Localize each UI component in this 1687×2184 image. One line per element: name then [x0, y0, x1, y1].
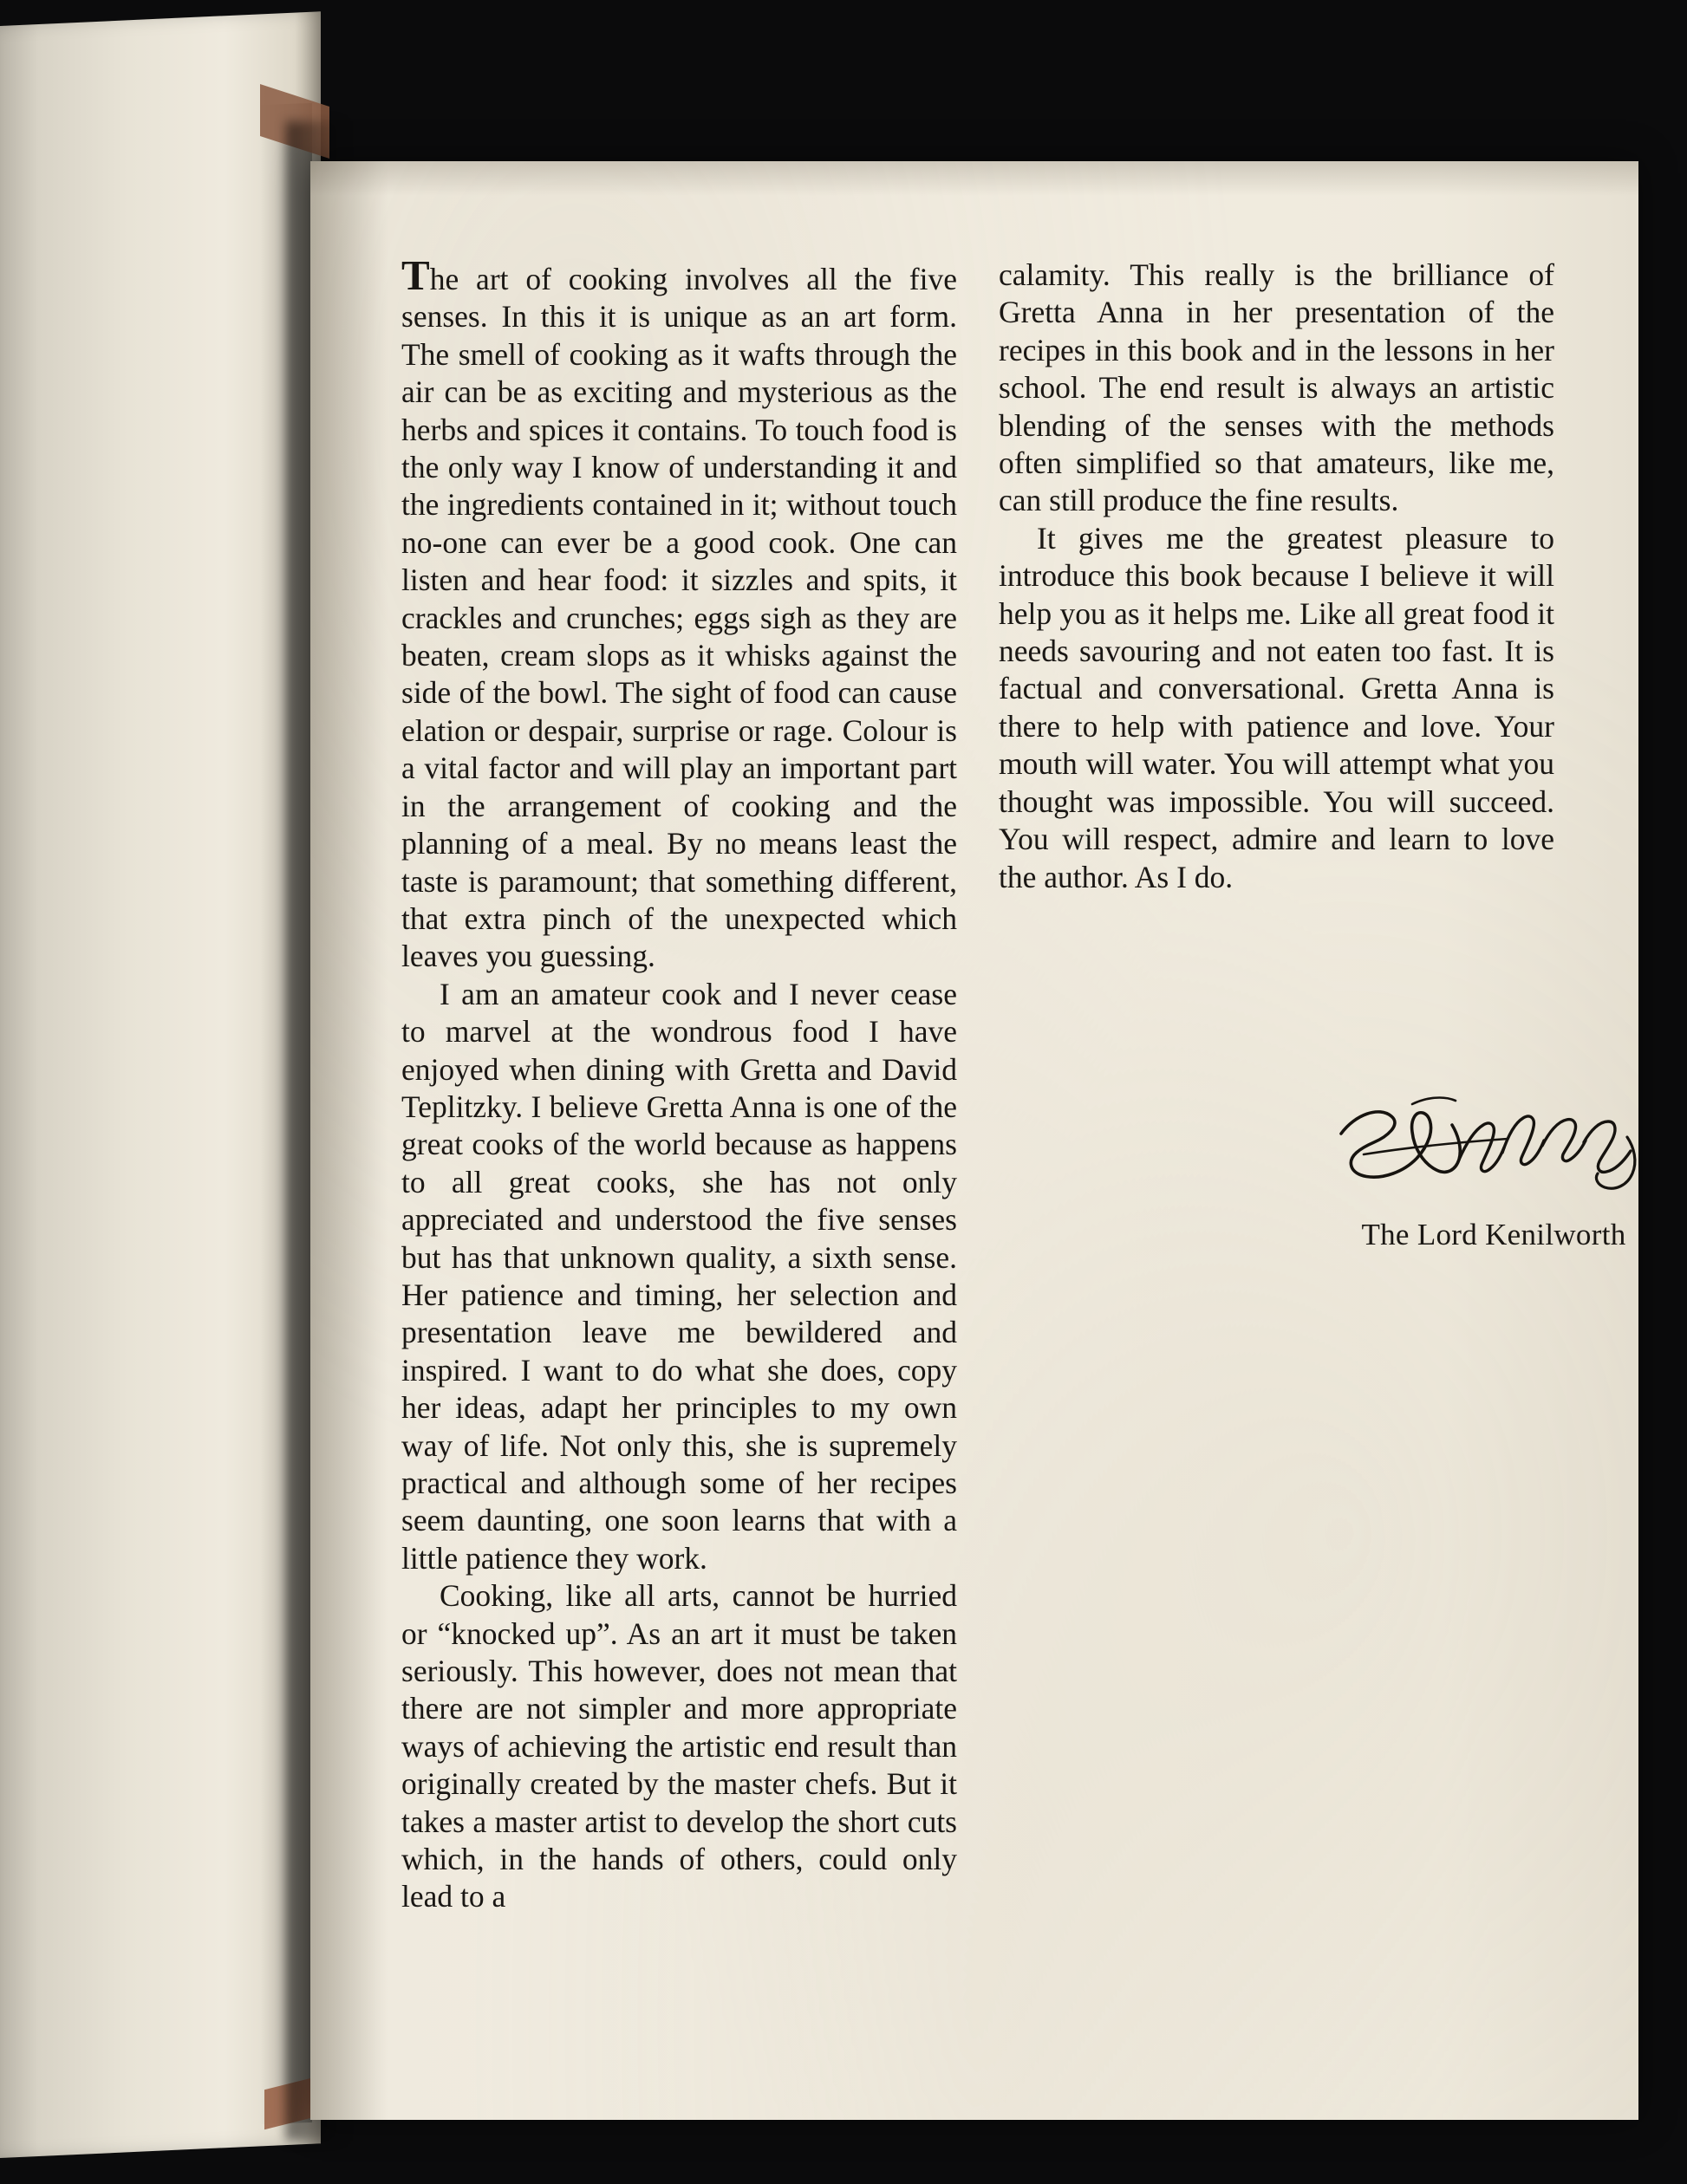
paragraph: calamity. This really is the brilliance of Gretta Anna in her presentation of the recipes in this book and in the lessons in her school. The end result is always an artistic blending of the senses with the methods often simplified so that amateurs, like me, can still produce the fine results. [999, 257, 1554, 518]
handwritten-signature-icon [1329, 1080, 1676, 1210]
paragraph: I am an amateur cook and I never cease to marvel at the wondrous food I have enjoyed when dining with Gretta and David Teplitzky. I believe Gretta Anna is one of the great cooks of the world because as happens to all great cooks, she has not only appreciated and understood the five senses but has that unknown quality, a sixth sense. Her patience and timing, her selection and presentation leave me bewildered and inspired. I want to do what she does, copy her ideas, adapt her principles to my own way of life. Not only this, she is supremely practical and although some of her recipes seem daunting, one soon learns that with a little patience they work. [401, 976, 957, 1576]
paragraph: The art of cooking involves all the five senses. In this it is unique as an art form. The smell of cooking as it wafts through the air can be as exciting and mysterious as the herbs and spices it contains. To touch food is the only way I know of understanding it and the ingredients contained in it; without touch no-one can ever be a good cook. One can listen and hear food: it sizzles and spits, it crackles and crunches; eggs sigh as they are beaten, cream slops as it whisks against the side of the bowl. The sight of food can cause elation or despair, surprise or rage. Colour is a vital factor and will play an important part in the arrangement of cooking and the planning of a meal. By no means least the taste is paramount; that something different, that extra pinch of the unexpected which leaves you guessing. [401, 251, 957, 974]
paragraph: It gives me the greatest pleasure to introduce this book because I believe it will help you as it helps me. Like all great food it needs savouring and not eaten too fast. It is factual and conversational. Gretta Anna is there to help with patience and love. Your mouth will water. You will attempt what you thought was impossible. You will succeed. You will respect, admire and learn to love the author. As I do. [999, 520, 1554, 894]
signatory-name: The Lord Kenilworth [1361, 1218, 1626, 1251]
foreword-page [310, 161, 1638, 2120]
page-top-shadow [310, 161, 1638, 196]
signature-block [1312, 1080, 1676, 1252]
gutter-shadow [310, 161, 388, 2120]
paragraph: Cooking, like all arts, cannot be hurried or “knocked up”. As an art it must be taken seriously. This however, does not mean that there are not simpler and more appropriate ways of achieving the artistic end result than originally created by the master chefs. But it takes a master artist to develop the short cuts which, in the hands of others, could only lead to a [401, 1578, 957, 1914]
left-text-column [401, 251, 957, 1916]
